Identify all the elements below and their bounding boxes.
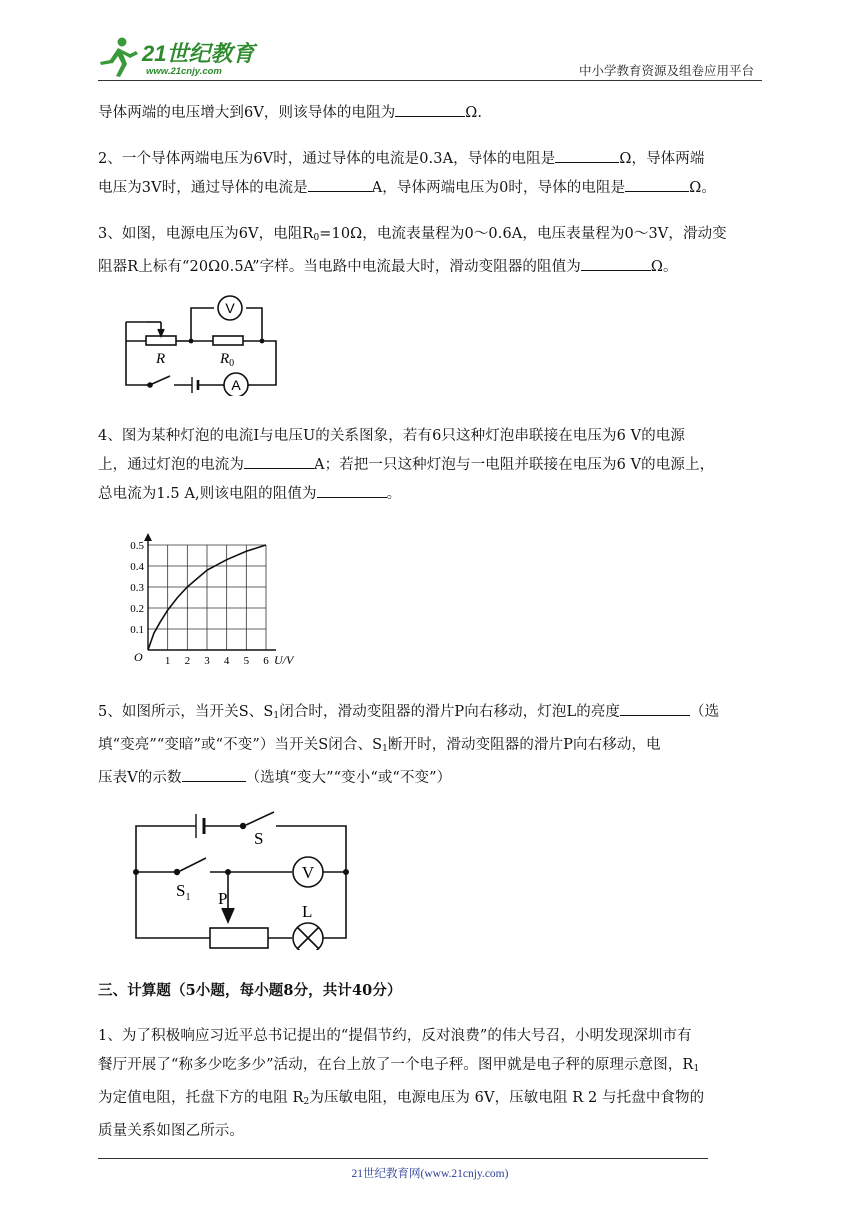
graph-x-tick: 2 <box>184 655 191 667</box>
voltmeter-label: V <box>225 300 235 316</box>
circuit-diagram-1 <box>118 290 288 396</box>
graph-origin: O <box>134 650 143 664</box>
footer-divider <box>98 1158 708 1159</box>
graph-x-axis-label: U/V <box>274 653 294 667</box>
ammeter-label: A <box>231 377 241 393</box>
lamp-l-label: L <box>302 902 313 921</box>
graph-x-tick: 4 <box>223 655 230 667</box>
graph-y-tick: 0.1 <box>130 624 144 636</box>
graph-y-tick: 0.2 <box>130 603 144 615</box>
question-1-tail: 导体两端的电压增大到6V，则该导体的电阻为 Ω. <box>98 99 766 128</box>
graph-y-tick: 0.4 <box>130 561 144 573</box>
site-logo <box>96 34 266 80</box>
header-platform-name: 中小学教育资源及组卷应用平台 <box>578 63 754 78</box>
voltmeter-2-label: V <box>301 863 315 882</box>
iu-graph <box>118 525 308 670</box>
switch-s-label: S <box>254 829 264 848</box>
header-divider <box>98 80 762 81</box>
slider-p-label: P <box>218 889 228 908</box>
logo-url: www.21cnjy.com <box>146 66 222 77</box>
footer-text: 21世纪教育网(www.21cnjy.com) <box>351 1168 509 1180</box>
question-3: 3、如图，电源电压为6V，电阻$R_0=10\Omega$，电流表量程为0～0.6A，电压表量程为0～3V，滑动变 阻器R上标有“20Ω0.5A”字样。当电路中电流最大时，滑动变阻器的阻值为 Ω。 <box>98 226 727 275</box>
rheostat-label: R <box>156 351 166 367</box>
graph-x-tick: 1 <box>164 655 171 667</box>
resistor-r0-label: $R_0$ <box>220 351 235 369</box>
graph-x-tick: 5 <box>243 655 250 667</box>
graph-y-tick: 0.5 <box>130 540 144 552</box>
graph-x-tick: 3 <box>204 655 210 667</box>
graph-y-tick: 0.3 <box>130 582 144 594</box>
section-3-heading: 三、计算题（5小题，每小题8分，共计40分） <box>98 982 402 999</box>
switch-s1-label: $S_1$ <box>176 881 191 903</box>
running-figure-icon <box>100 38 138 78</box>
question-4: 4、图为某种灯泡的电流I与电压U的关系图象，若有6只这种灯泡串联接在电压为6 V的电源 上，通过灯泡的电流为 A；若把一只这种灯泡与一电阻并联接在电压为6 V的电源上， 总电流为1.5 A,则该电阻的阻值为 。 <box>98 428 715 502</box>
calc-question-1: 1、为了积极响应习近平总书记提出的“提倡节约，反对浪费”的伟大号召，小明发现深圳市有 餐厅开展了“称多少吃多少”活动，在台上放了一个电子秤。图甲就是电子秤的原理示意图，$R_1$ 为定值电阻，托盘下方的电阻 $R_2$为压敏电阻，电源电压为 6V，压敏电阻 R 2 与托盘中食物的 质量关系如图乙所示。 <box>98 1028 705 1139</box>
circuit-diagram-2 <box>126 800 356 950</box>
logo-text: 21世纪教育 <box>142 41 255 66</box>
question-2: 2、一个导体两端电压为6V时，通过导体的电流是0.3A，导体的电阻是 Ω，导体两端 电压为3V时，通过导体的电流是 A，导体两端电压为0时，导体的电阻是 Ω。 <box>98 145 766 203</box>
graph-x-tick: 6 <box>263 655 269 667</box>
question-5: 5、如图所示，当开关S、$S_1$闭合时，滑动变阻器的滑片P向右移动，灯泡L的亮度 （选 填“变亮”“变暗”或“不变”）当开关S闭合、$S_1$断开时，滑动变阻器的滑片P向右移动，电 压表V的示数 （选填“变大”“变小“或“不变”） <box>98 698 766 793</box>
